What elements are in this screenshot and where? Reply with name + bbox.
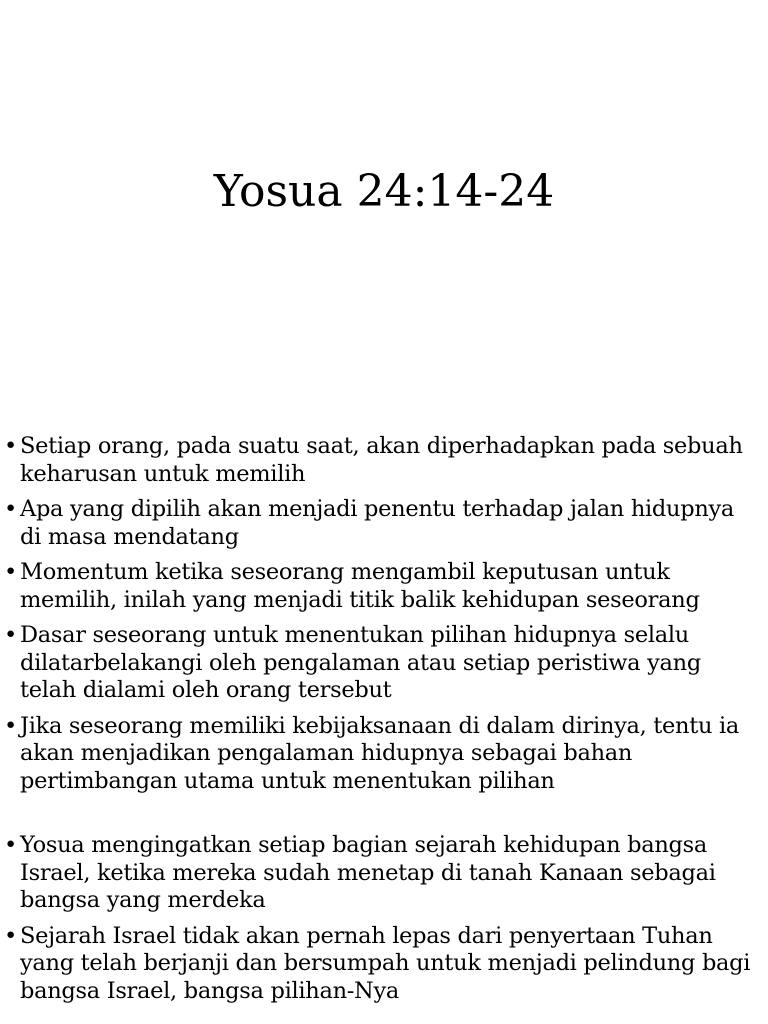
bullet-item: • Setiap orang, pada suatu saat, akan diperhadapkan pada sebuah keharusan untuk memilih [0, 433, 760, 488]
bullet-item: • Yosua mengingatkan setiap bagian sejarah kehidupan bangsa Israel, ketika mereka sudah menetap di tanah Kanaan sebagai bangsa yang merdeka [0, 832, 760, 915]
bullet-item: • Apa yang dipilih akan menjadi penentu terhadap jalan hidupnya di masa mendatang [0, 496, 760, 551]
slide-title: Yosua 24:14-24 [213, 166, 555, 217]
bullet-item: • Momentum ketika seseorang mengambil keputusan untuk memilih, inilah yang menjadi titik balik kehidupan seseorang [0, 559, 760, 614]
bullet-list [0, 433, 760, 1013]
bullet-item: • Jika seseorang memiliki kebijaksanaan di dalam dirinya, tentu ia akan menjadikan pengalaman hidupnya sebagai bahan pertimbangan utama untuk menentukan pilihan [0, 713, 760, 796]
bullet-item: • Sejarah Israel tidak akan pernah lepas dari penyertaan Tuhan yang telah berjanji dan bersumpah untuk menjadi pelindung bagi bangsa Israel, bangsa pilihan-Nya [0, 923, 760, 1006]
bullet-item: • Dasar seseorang untuk menentukan pilihan hidupnya selalu dilatarbelakangi oleh pengalaman atau setiap peristiwa yang telah dialami oleh orang tersebut [0, 622, 760, 705]
